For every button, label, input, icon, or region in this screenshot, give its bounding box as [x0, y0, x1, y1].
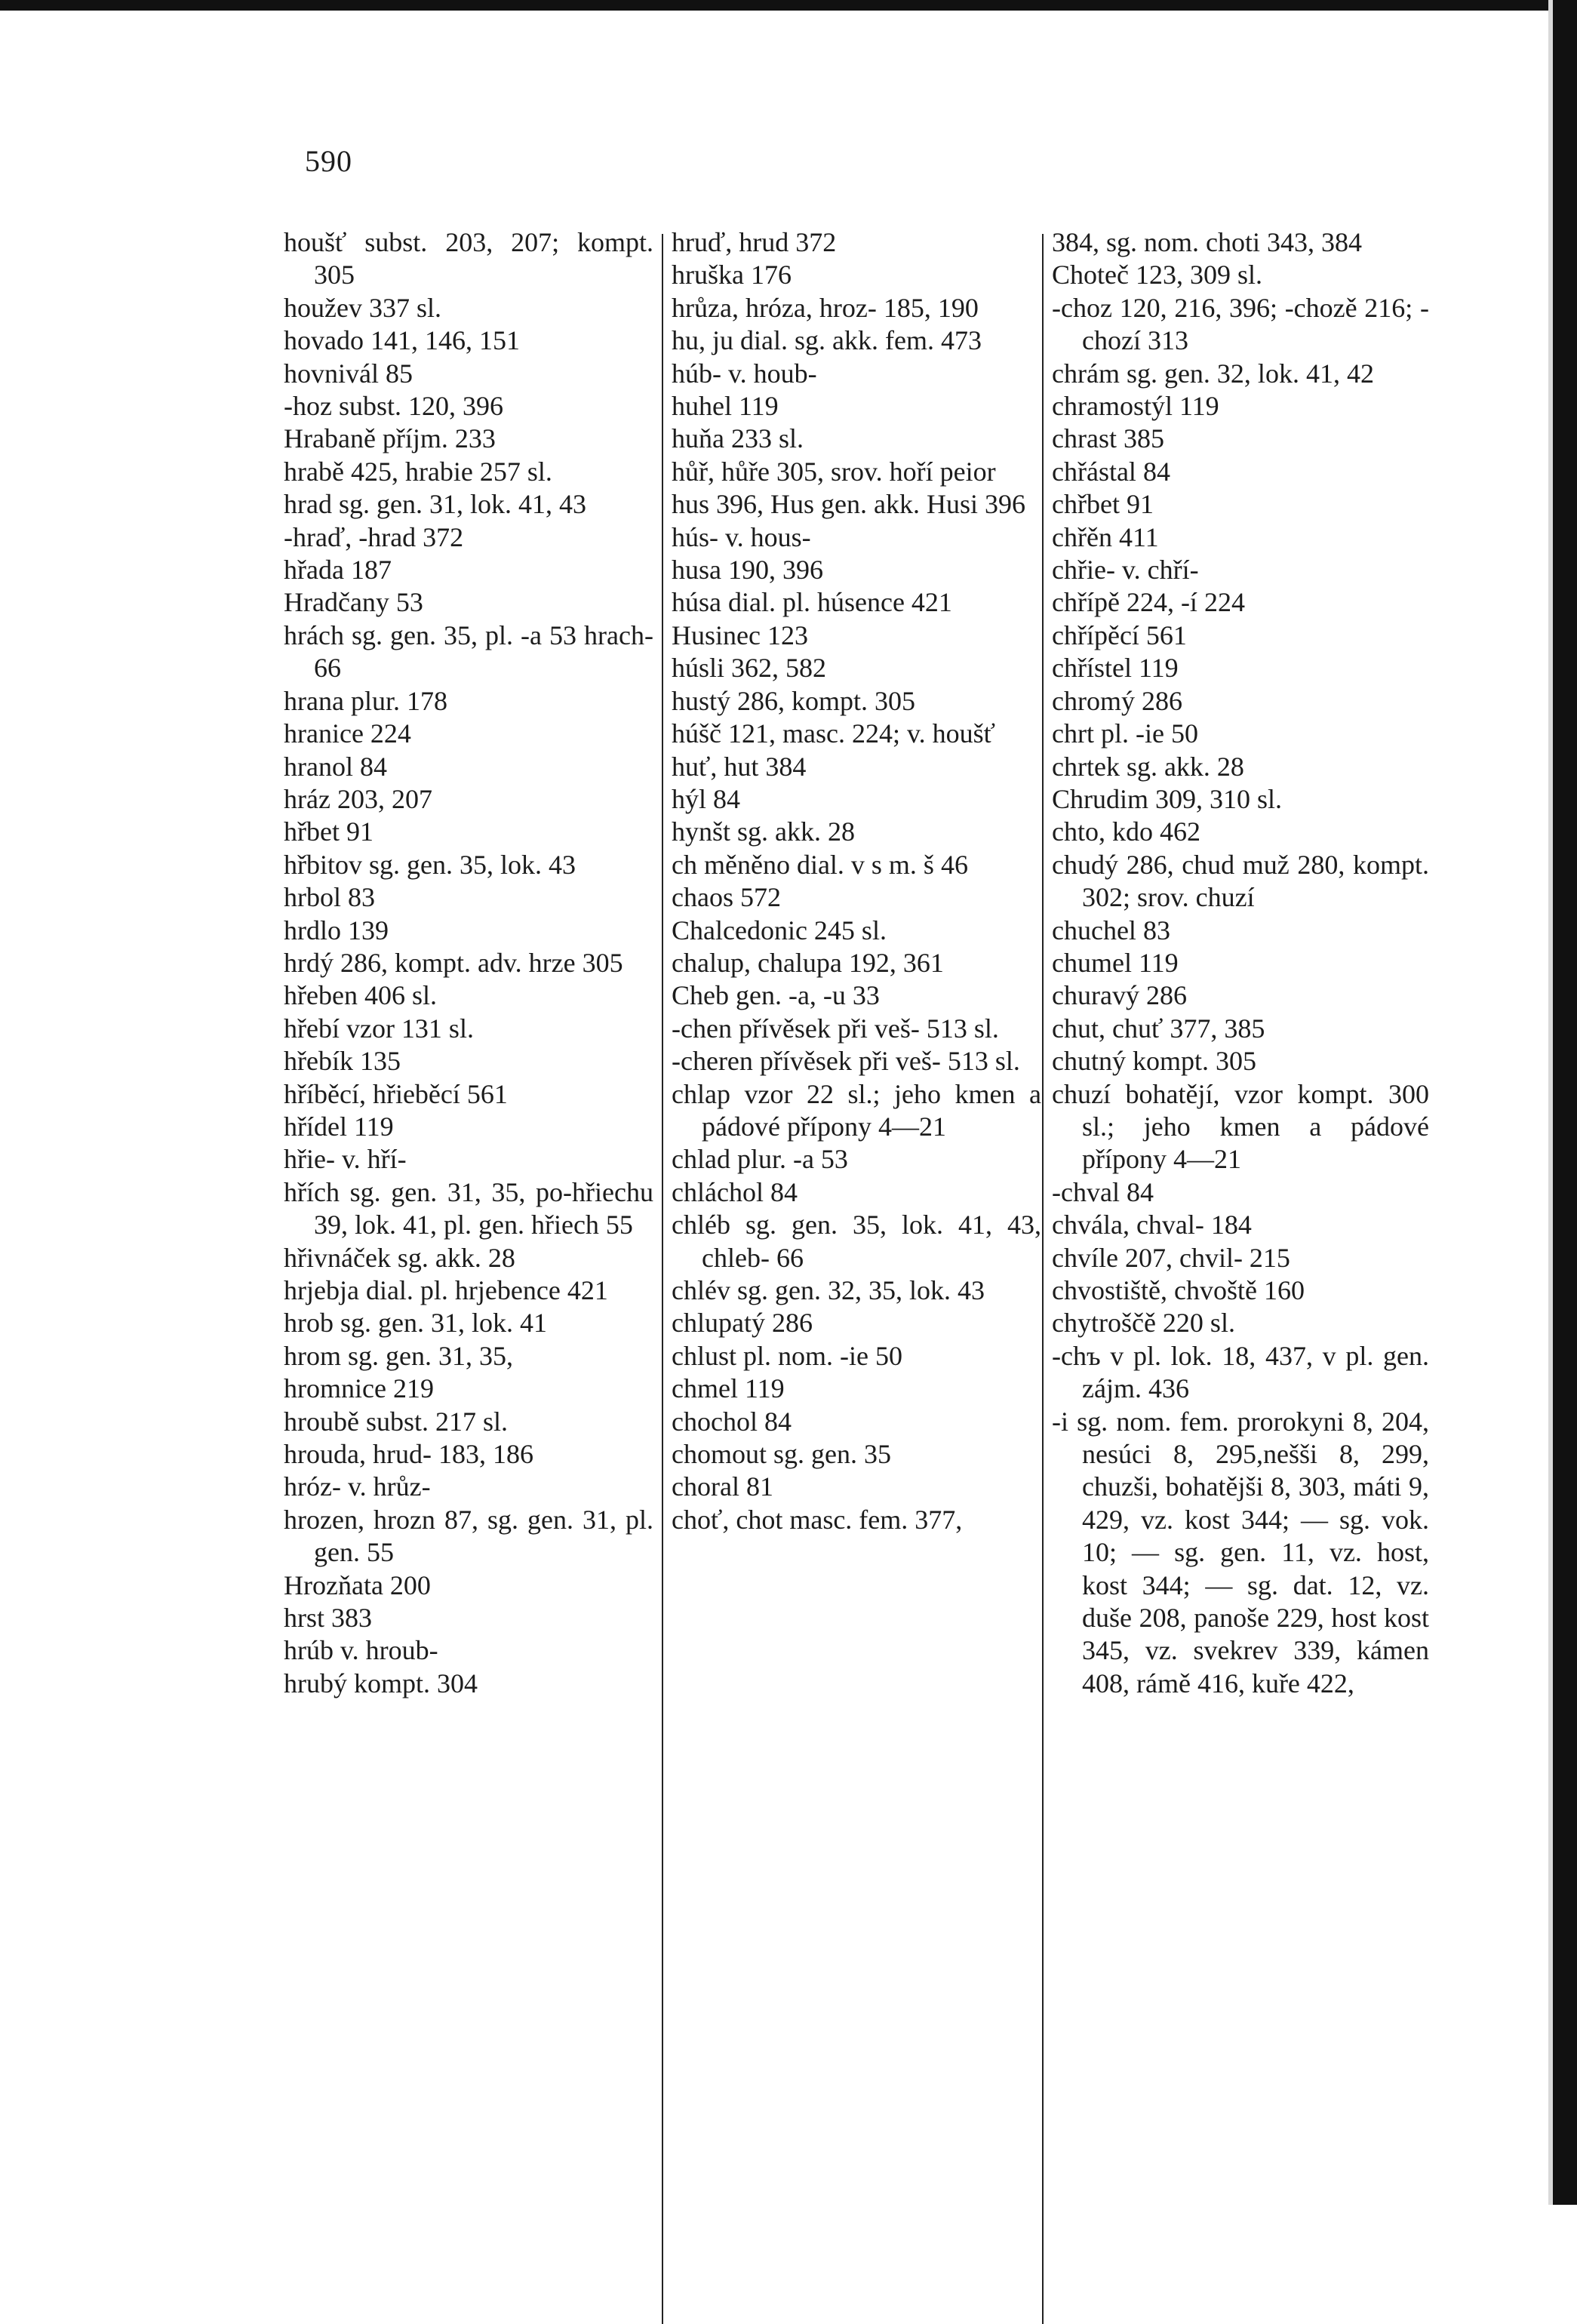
column-rule-1	[662, 234, 663, 2324]
index-entry: hranice 224	[284, 718, 411, 749]
index-entry: chalup, chalupa 192, 361	[672, 947, 944, 978]
index-entry: hřbitov sg. gen. 35, lok. 43	[284, 849, 576, 880]
index-entry: choral 81	[672, 1471, 773, 1502]
index-entry: hráz 203, 207	[284, 783, 432, 814]
index-entry: hrom sg. gen. 31, 35,	[284, 1340, 513, 1371]
index-entry: chvála, chval- 184	[1052, 1210, 1252, 1240]
index-entry: hýl 84	[672, 783, 741, 814]
index-entry: hrubý kompt. 304	[284, 1668, 478, 1698]
index-entry: hrabě 425, hrabie 257 sl.	[284, 456, 552, 487]
index-entry: hrbol 83	[284, 882, 375, 913]
index-entry: chudý 286, chud muž 280, kompt. 302; srov. chuzí	[1052, 849, 1429, 913]
index-entry: -cheren přívěsek při veš- 513 sl.	[672, 1046, 1020, 1077]
index-entry: chramostýl 119	[1052, 391, 1219, 422]
index-entry: chvíle 207, chvil- 215	[1052, 1242, 1290, 1273]
index-entry: chto, kdo 462	[1052, 816, 1200, 847]
index-entry: chřístel 119	[1052, 653, 1179, 684]
index-entry: Husinec 123	[672, 619, 808, 650]
index-entry: hynšt sg. akk. 28	[672, 816, 855, 847]
index-entry: husa 190, 396	[672, 555, 823, 586]
index-entry: chuzí bohatějí, vzor kompt. 300 sl.; jeho kmen a pádové přípony 4—21	[1052, 1078, 1429, 1175]
index-entry: hrst 383	[284, 1603, 372, 1634]
index-entry: hu, ju dial. sg. akk. fem. 473	[672, 325, 982, 356]
index-column-1	[284, 226, 653, 1700]
index-entry: hranol 84	[284, 751, 387, 782]
index-entry: hróz- v. hrůz-	[284, 1471, 431, 1502]
index-entry: chlév sg. gen. 32, 35, lok. 43	[672, 1275, 985, 1305]
index-entry: hřích sg. gen. 31, 35, po-hřiechu 39, lok. 41, pl. gen. hřiech 55	[284, 1176, 653, 1240]
index-entry: huť, hut 384	[672, 751, 807, 782]
index-entry: hroubě subst. 217 sl.	[284, 1406, 508, 1437]
index-entry: chrast 385	[1052, 423, 1164, 454]
index-entry: hůř, hůře 305, srov. hoří peior	[672, 456, 996, 487]
index-entry: hřebí vzor 131 sl.	[284, 1013, 474, 1044]
index-entry: churavý 286	[1052, 980, 1187, 1011]
index-entry: Chrudim 309, 310 sl.	[1052, 783, 1283, 814]
index-column-2	[672, 226, 1041, 1536]
index-column-3	[1052, 226, 1429, 1700]
index-entry: chřípě 224, -í 224	[1052, 587, 1245, 618]
index-entry: hovado 141, 146, 151	[284, 325, 520, 356]
index-entry: Choteč 123, 309 sl.	[1052, 260, 1262, 290]
index-entry: hřeben 406 sl.	[284, 980, 437, 1011]
index-entry: chytroščě 220 sl.	[1052, 1308, 1235, 1339]
index-entry: chvostiště, chvoště 160	[1052, 1275, 1305, 1305]
index-entry: húsli 362, 582	[672, 653, 827, 684]
index-entry: hrana plur. 178	[284, 685, 447, 716]
index-entry: hrúb v. hroub-	[284, 1635, 438, 1666]
index-entry: chochol 84	[672, 1406, 792, 1437]
index-entry: chaos 572	[672, 882, 781, 913]
index-entry: Chalcedonic 245 sl.	[672, 915, 887, 945]
index-entry: huňa 233 sl.	[672, 423, 804, 454]
index-entry: chromý 286	[1052, 685, 1182, 716]
index-entry: hřie- v. hří-	[284, 1144, 407, 1175]
index-entry: Hrabaně příjm. 233	[284, 423, 496, 454]
index-entry: choť, chot masc. fem. 377,	[672, 1504, 963, 1535]
index-entry: chlap vzor 22 sl.; jeho kmen a pádové přípony 4—21	[672, 1078, 1041, 1142]
index-entry: ch měněno dial. v s m. š 46	[672, 849, 968, 880]
index-entry: -hoz subst. 120, 396	[284, 391, 503, 422]
index-entry: chutný kompt. 305	[1052, 1046, 1256, 1077]
index-entry: chřěn 411	[1052, 521, 1159, 552]
index-entry: hus 396, Hus gen. akk. Husi 396	[672, 489, 1025, 520]
index-entry: chlupatý 286	[672, 1308, 813, 1339]
index-entry: húsa dial. pl. húsence 421	[672, 587, 952, 618]
index-entry: -i sg. nom. fem. prorokyni 8, 204, nesúci 8, 295,nešši 8, 299, chuzši, bohatějši 8, 303, máti 9, 429, vz. kost 344; — sg. vok. 10; — sg. gen. 11, vz. host, kost 344; — sg. dat. 12, vz. duše 208, panoše 229, host kost 345, vz. svekrev 339, kámen 408, rámě 416, kuře 422,	[1052, 1406, 1429, 1698]
index-entry: hrách sg. gen. 35, pl. -a 53 hrach- 66	[284, 619, 653, 684]
index-entry: Hrozňata 200	[284, 1569, 431, 1600]
scan-border-top	[0, 0, 1577, 11]
index-entry: hruška 176	[672, 260, 792, 290]
scan-border-right	[1553, 0, 1577, 2205]
index-entry: hrob sg. gen. 31, lok. 41	[284, 1308, 547, 1339]
index-entry: húšč 121, masc. 224; v. houšť	[672, 718, 996, 749]
index-entry: hřivnáček sg. akk. 28	[284, 1242, 515, 1273]
index-entry: chomout sg. gen. 35	[672, 1439, 891, 1470]
index-entry: hrdý 286, kompt. adv. hrze 305	[284, 947, 623, 978]
index-entry: hřebík 135	[284, 1046, 401, 1077]
index-entry: hrůza, hróza, hroz- 185, 190	[672, 292, 979, 323]
index-entry: chláchol 84	[672, 1176, 798, 1207]
index-entry: chřbet 91	[1052, 489, 1154, 520]
index-entry: chuchel 83	[1052, 915, 1170, 945]
index-entry: hrad sg. gen. 31, lok. 41, 43	[284, 489, 586, 520]
index-entry: chmel 119	[672, 1373, 785, 1404]
index-entry: hrjebja dial. pl. hrjebence 421	[284, 1275, 608, 1305]
index-entry: -choz 120, 216, 396; -chozě 216; -chozí 313	[1052, 292, 1429, 356]
index-entry: chřástal 84	[1052, 456, 1170, 487]
index-entry: hrouda, hrud- 183, 186	[284, 1439, 533, 1470]
index-entry: Hradčany 53	[284, 587, 423, 618]
index-entry: -chъ v pl. lok. 18, 437, v pl. gen. zájm. 436	[1052, 1340, 1429, 1404]
index-entry: -chval 84	[1052, 1176, 1154, 1207]
index-entry: chlust pl. nom. -ie 50	[672, 1340, 902, 1371]
index-entry: chléb sg. gen. 35, lok. 41, 43, chleb- 66	[672, 1210, 1041, 1273]
index-entry: chrám sg. gen. 32, lok. 41, 42	[1052, 358, 1374, 389]
index-entry: huhel 119	[672, 391, 779, 422]
index-entry: hříběcí, hřieběcí 561	[284, 1078, 508, 1109]
index-entry: Cheb gen. -a, -u 33	[672, 980, 880, 1011]
index-entry: chut, chuť 377, 385	[1052, 1013, 1265, 1044]
index-entry: hrozen, hrozn 87, sg. gen. 31, pl. gen. 55	[284, 1504, 653, 1568]
page-number: 590	[305, 144, 352, 178]
index-entry: chumel 119	[1052, 947, 1179, 978]
index-entry: hruď, hrud 372	[672, 227, 837, 257]
index-entry: -hraď, -hrad 372	[284, 521, 464, 552]
index-entry: chřípěcí 561	[1052, 619, 1187, 650]
column-rule-2	[1042, 234, 1044, 2324]
index-entry: hřbet 91	[284, 816, 374, 847]
index-entry: hovnivál 85	[284, 358, 413, 389]
index-entry: chřie- v. chří-	[1052, 555, 1199, 586]
index-entry: chlad plur. -a 53	[672, 1144, 848, 1175]
index-entry: chrtek sg. akk. 28	[1052, 751, 1244, 782]
index-entry: chrt pl. -ie 50	[1052, 718, 1198, 749]
index-entry: húb- v. houb-	[672, 358, 817, 389]
index-entry: hromnice 219	[284, 1373, 434, 1404]
index-entry: hustý 286, kompt. 305	[672, 685, 916, 716]
index-entry: hřada 187	[284, 555, 392, 586]
index-entry: 384, sg. nom. choti 343, 384	[1052, 227, 1362, 257]
index-entry: hřídel 119	[284, 1111, 394, 1142]
index-entry: -chen přívěsek při veš- 513 sl.	[672, 1013, 999, 1044]
index-entry: hús- v. hous-	[672, 521, 811, 552]
index-entry: houžev 337 sl.	[284, 292, 441, 323]
index-entry: houšť subst. 203, 207; kompt. 305	[284, 227, 653, 290]
index-entry: hrdlo 139	[284, 915, 389, 945]
